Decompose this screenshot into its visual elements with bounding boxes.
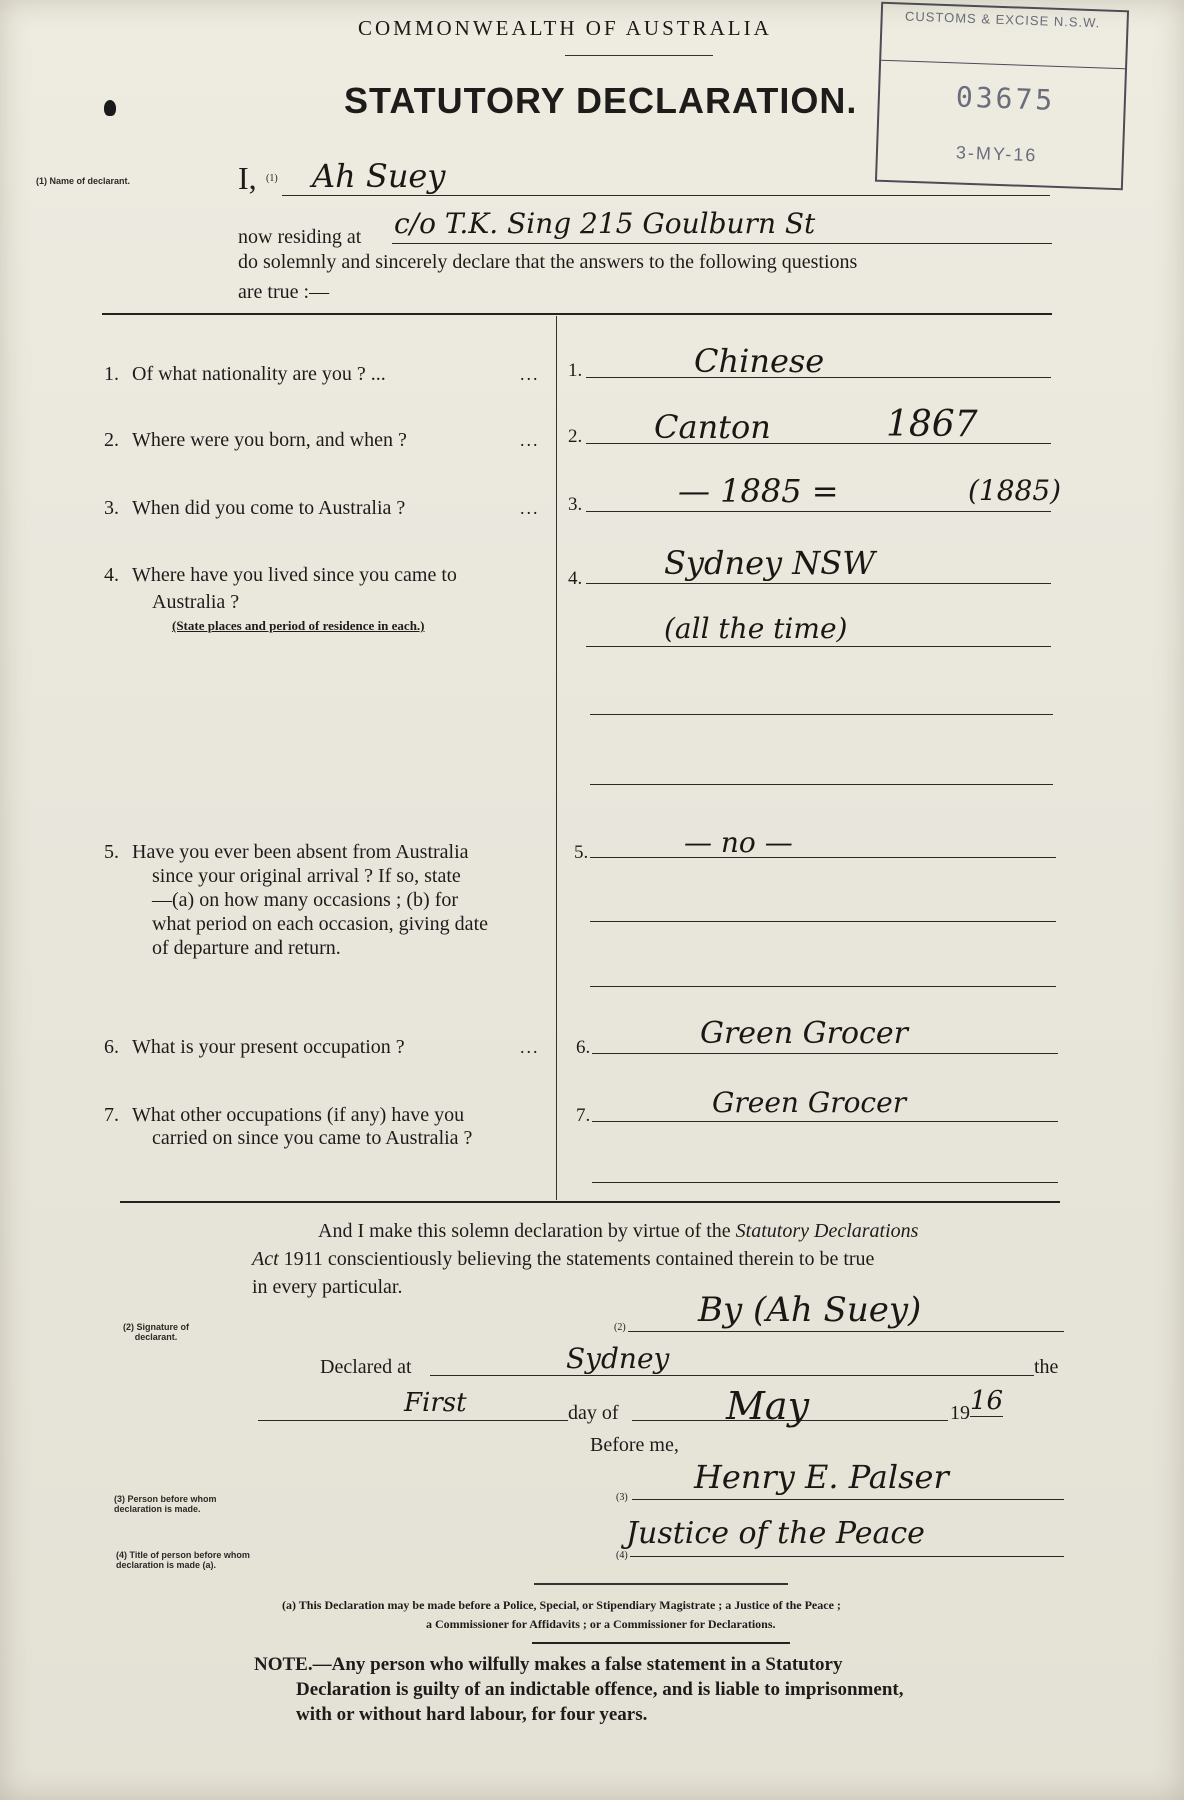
intro-divider	[102, 313, 1052, 315]
stamp-number: 03675	[955, 80, 1056, 117]
mark-4: (4)	[616, 1550, 628, 1561]
note-line-3: with or without hard labour, for four years.	[296, 1704, 648, 1725]
day-line	[258, 1420, 568, 1421]
footnote-line-2: a Commissioner for Affidavits ; or a Commissioner for Declarations.	[426, 1617, 776, 1631]
declaration-para-1	[318, 1220, 918, 1243]
declaration-text-1: And I make this solemn declaration by virtue of the	[318, 1220, 731, 1242]
answer-7: Green Grocer	[712, 1086, 907, 1119]
heading-rule	[565, 55, 713, 56]
stamp-office: CUSTOMS & EXCISE N.S.W.	[904, 8, 1101, 31]
declare-text-1: do solemnly and sincerely declare that the answers to the following questions	[238, 251, 858, 273]
question-4-text: Where have you lived since you came to	[132, 564, 457, 586]
declaration-text-2: 1911 conscientiously believing the statements contained therein to be true	[283, 1248, 875, 1270]
page-title: STATUTORY DECLARATION.	[344, 80, 858, 121]
answer-3-line	[586, 511, 1051, 512]
question-3-number: 3.	[104, 497, 119, 519]
footnote-line-1: (a) This Declaration may be made before a Police, Special, or Stipendiary Magistrate ; a Justice of the Peace ;	[282, 1598, 841, 1612]
mark-1: (1)	[266, 173, 278, 184]
answer-4-line-2	[586, 646, 1051, 647]
margin-note-title-person: (4) Title of person before whom declaration is made (a).	[116, 1550, 250, 1570]
question-5-text-3: —(a) on how many occasions ; (b) for	[152, 889, 459, 911]
question-5-text-4: what period on each occasion, giving date	[152, 913, 488, 935]
answer-4: Sydney NSW	[664, 544, 876, 582]
question-1-number: 1.	[104, 363, 119, 385]
question-7-number: 7.	[104, 1104, 119, 1126]
witness-title: Justice of the Peace	[626, 1516, 925, 1551]
answer-4-period: (all the time)	[664, 612, 848, 645]
answer-4-line-3	[590, 714, 1053, 715]
declarant-name: Ah Suey	[312, 157, 446, 195]
note-rule	[532, 1642, 790, 1644]
question-5-text-2: since your original arrival ? If so, state	[152, 865, 461, 887]
note-line-1: NOTE.—Any person who wilfully makes a false statement in a Statutory	[254, 1654, 843, 1675]
question-1-dots: ...	[520, 364, 540, 384]
year-suffix: 16	[970, 1386, 1004, 1416]
question-6-text: What is your present occupation ?	[132, 1036, 405, 1058]
column-divider	[556, 316, 557, 1200]
answer-2-year: 1867	[886, 404, 978, 445]
residing-line	[392, 243, 1052, 244]
question-6-dots: ...	[520, 1037, 540, 1057]
question-5-text-5: of departure and return.	[152, 937, 341, 959]
question-3-text: When did you come to Australia ?	[132, 497, 406, 519]
answer-1-number: 1.	[568, 360, 583, 381]
margin-note-signature: (2) Signature of declarant.	[122, 1322, 189, 1342]
answer-3-number: 3.	[568, 494, 583, 515]
answer-7-line-2	[592, 1182, 1058, 1183]
declaration-para-3: in every particular.	[252, 1276, 403, 1298]
question-4-text-2: Australia ?	[152, 591, 240, 613]
note-line-2: Declaration is guilty of an indictable offence, and is liable to imprisonment,	[296, 1679, 904, 1700]
answer-4-number: 4.	[568, 568, 583, 589]
question-2-dots: ...	[520, 430, 540, 450]
commonwealth-heading: COMMONWEALTH OF AUSTRALIA	[358, 16, 772, 40]
declaration-para-2	[252, 1248, 874, 1271]
answer-2: Canton	[654, 408, 771, 446]
question-4-number: 4.	[104, 564, 119, 586]
footnote-rule	[534, 1583, 788, 1585]
declarant-signature: By (Ah Suey)	[698, 1290, 922, 1330]
margin-note-person-before: (3) Person before whom declaration is made.	[114, 1494, 217, 1514]
answer-5: — no —	[684, 826, 793, 859]
answer-6: Green Grocer	[700, 1016, 908, 1051]
declared-at-line	[430, 1375, 1034, 1376]
question-5-text: Have you ever been absent from Australia	[132, 841, 469, 863]
witness-line	[632, 1499, 1064, 1500]
act-name: Statutory Declarations	[735, 1220, 919, 1242]
question-7-text: What other occupations (if any) have you	[132, 1104, 465, 1126]
witness-name: Henry E. Palser	[694, 1458, 949, 1496]
answer-3-bracket: (1885)	[968, 474, 1062, 507]
question-5-number: 5.	[104, 841, 119, 863]
answer-1: Chinese	[694, 342, 825, 380]
before-me-label: Before me,	[590, 1434, 679, 1456]
name-line	[282, 195, 1050, 196]
answer-5-number: 5.	[574, 842, 589, 863]
mark-2: (2)	[614, 1322, 626, 1333]
question-3-dots: ...	[520, 498, 540, 518]
declare-text-2: are true :—	[238, 281, 330, 303]
residing-label: now residing at	[238, 226, 362, 248]
day-value: First	[404, 1388, 467, 1418]
residing-value: c/o T.K. Sing 215 Goulburn St	[394, 207, 816, 240]
declared-at-label: Declared at	[320, 1356, 412, 1378]
margin-note-name: (1) Name of declarant.	[36, 176, 131, 186]
answer-3: — 1885 =	[678, 472, 839, 510]
answer-7-number: 7.	[576, 1105, 591, 1126]
month-value: May	[726, 1384, 810, 1428]
answer-7-line	[592, 1121, 1058, 1122]
question-7-text-2: carried on since you came to Australia ?	[152, 1127, 473, 1149]
answer-5-line-3	[590, 986, 1056, 987]
mark-3: (3)	[616, 1492, 628, 1503]
act-label: Act	[252, 1248, 279, 1270]
year-prefix: 19	[950, 1402, 970, 1424]
stamp-date: 3-MY-16	[955, 142, 1038, 166]
questions-divider	[120, 1201, 1060, 1203]
question-2-text: Where were you born, and when ?	[132, 429, 407, 451]
answer-5-line	[590, 857, 1056, 858]
answer-6-number: 6.	[576, 1037, 591, 1058]
question-1-text: Of what nationality are you ? ...	[132, 363, 386, 385]
punch-hole-mark	[104, 100, 116, 116]
question-4-note: (State places and period of residence in each.)	[172, 618, 425, 633]
customs-stamp	[875, 2, 1129, 191]
declared-at-value: Sydney	[566, 1342, 670, 1375]
i-label: I,	[238, 160, 257, 196]
stamp-inner-rule	[881, 60, 1125, 70]
answer-2-number: 2.	[568, 426, 583, 447]
the-label: the	[1034, 1356, 1059, 1378]
answer-4-line	[586, 583, 1051, 584]
answer-6-line	[592, 1053, 1058, 1054]
question-2-number: 2.	[104, 429, 119, 451]
day-of-label: day of	[568, 1402, 619, 1424]
signature-line	[628, 1331, 1064, 1332]
question-6-number: 6.	[104, 1036, 119, 1058]
witness-title-line	[630, 1556, 1064, 1557]
answer-4-line-4	[590, 784, 1053, 785]
answer-5-line-2	[590, 921, 1056, 922]
